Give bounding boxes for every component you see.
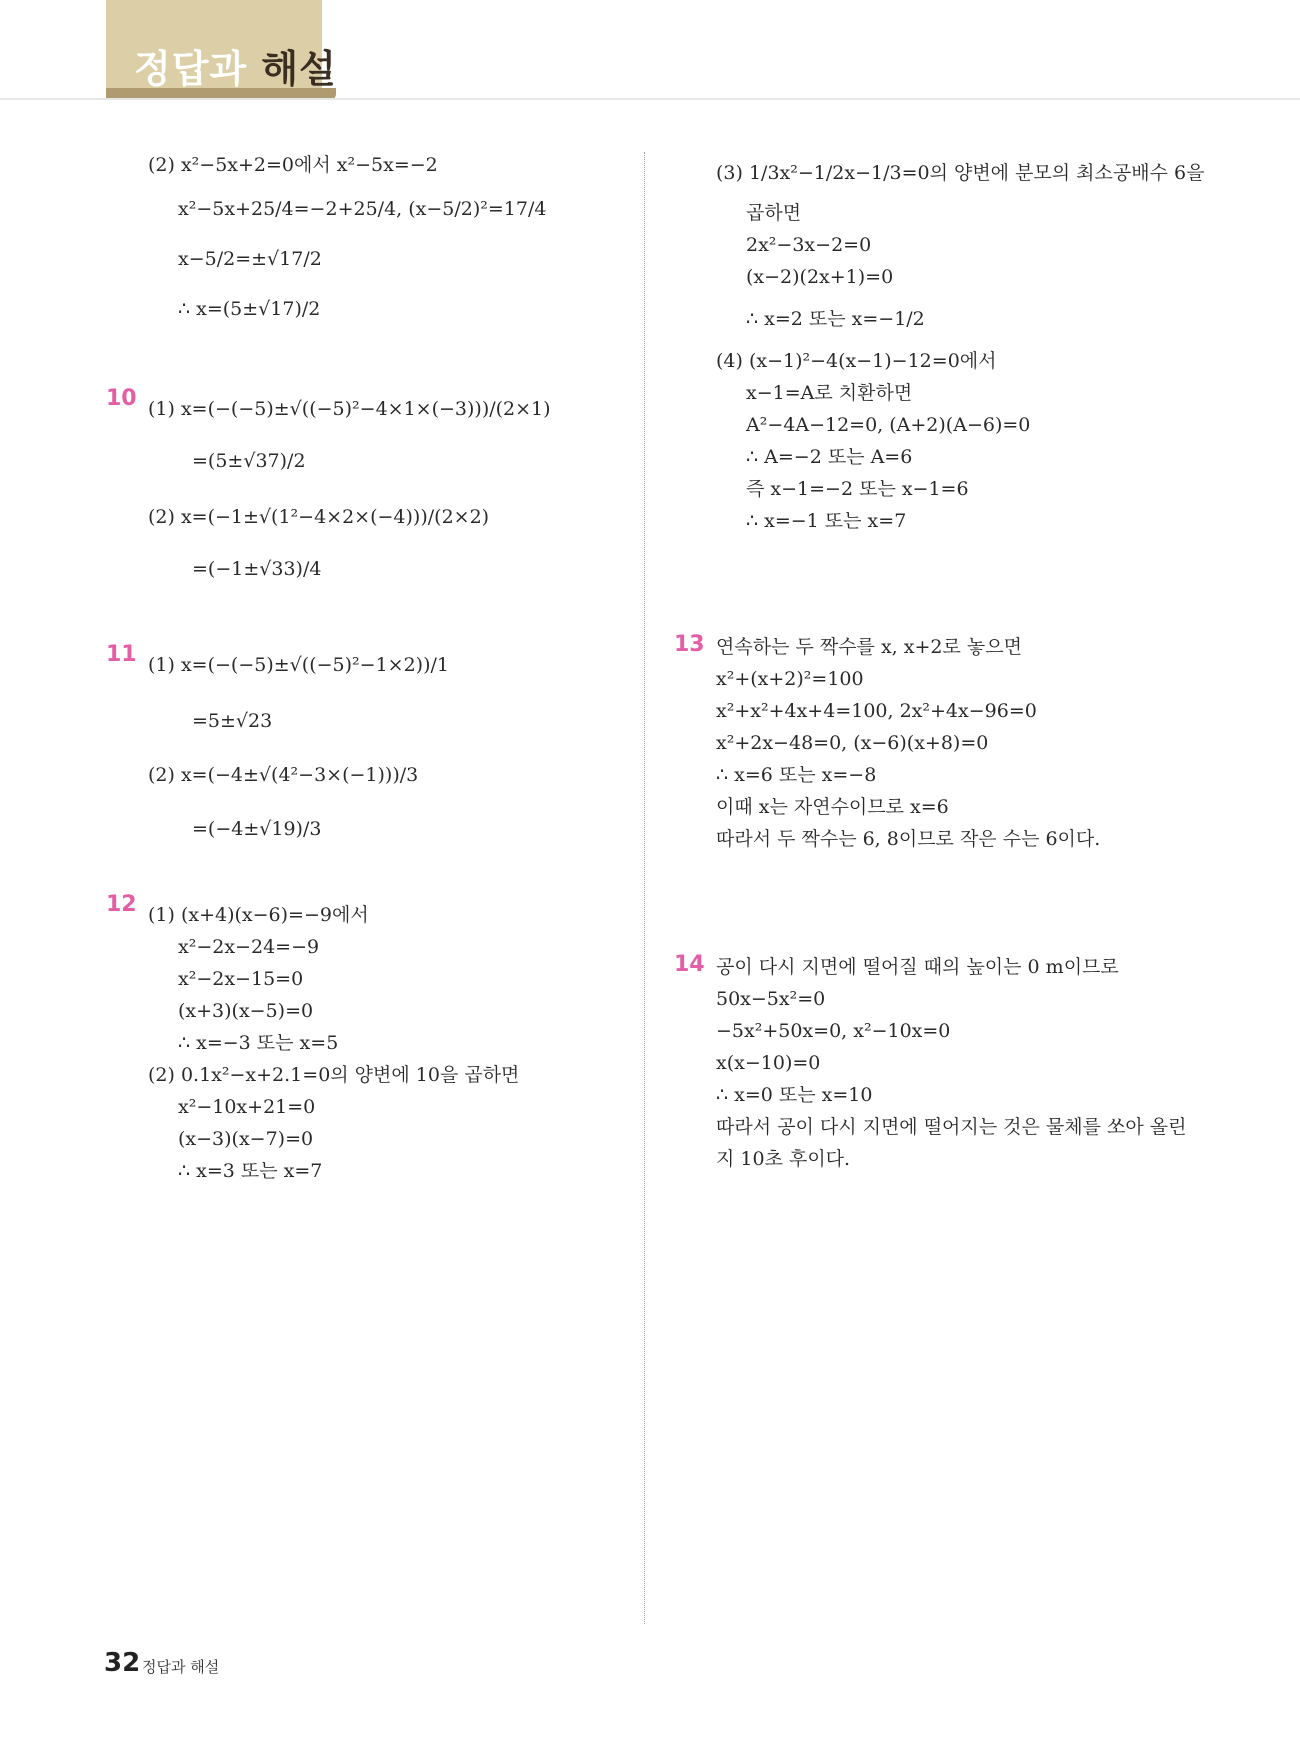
solution-line: 50x−5x²=0 xyxy=(716,988,826,1010)
solution-line: =(5±√37)/2 xyxy=(192,450,306,472)
solution-line: 따라서 두 짝수는 6, 8이므로 작은 수는 6이다. xyxy=(716,828,1101,850)
solution-line: (2) x=(−1±√(1²−4×2×(−4)))/(2×2) xyxy=(148,506,490,528)
solution-line: −5x²+50x=0, x²−10x=0 xyxy=(716,1020,951,1042)
solution-line: (x−3)(x−7)=0 xyxy=(178,1128,314,1150)
solution-line: 공이 다시 지면에 떨어질 때의 높이는 0 m이므로 xyxy=(716,956,1119,978)
solution-line: (4) (x−1)²−4(x−1)−12=0에서 xyxy=(716,350,997,372)
solution-line: x²+x²+4x+4=100, 2x²+4x−96=0 xyxy=(716,700,1037,722)
solution-line: 따라서 공이 다시 지면에 떨어지는 것은 물체를 쏘아 올린 xyxy=(716,1116,1187,1138)
problem-number: 12 xyxy=(106,892,137,917)
solution-line: (2) 0.1x²−x+2.1=0의 양변에 10을 곱하면 xyxy=(148,1064,520,1086)
solution-line: 연속하는 두 짝수를 x, x+2로 놓으면 xyxy=(716,636,1022,658)
solution-line: A²−4A−12=0, (A+2)(A−6)=0 xyxy=(746,414,1031,436)
solution-line: =(−4±√19)/3 xyxy=(192,818,322,840)
solution-line: x−5/2=±√17/2 xyxy=(178,248,322,270)
page-number: 32 xyxy=(104,1648,141,1678)
solution-line: 곱하면 xyxy=(746,202,802,224)
problem-number: 11 xyxy=(106,642,137,667)
solution-line: =5±√23 xyxy=(192,710,273,732)
solution-line: x−1=A로 치환하면 xyxy=(746,382,913,404)
problem-number: 14 xyxy=(674,952,705,977)
solution-line: x²+(x+2)²=100 xyxy=(716,668,864,690)
solution-line: (x−2)(2x+1)=0 xyxy=(746,266,894,288)
solution-line: ∴ A=−2 또는 A=6 xyxy=(746,446,913,468)
problem-number: 10 xyxy=(106,386,137,411)
solution-line: ∴ x=6 또는 x=−8 xyxy=(716,764,877,786)
solution-line: 이때 x는 자연수이므로 x=6 xyxy=(716,796,949,818)
solution-line: (1) x=(−(−5)±√((−5)²−4×1×(−3)))/(2×1) xyxy=(148,398,551,420)
solution-line: (2) x=(−4±√(4²−3×(−1)))/3 xyxy=(148,764,419,786)
header-rule xyxy=(0,98,1300,100)
solution-line: x²−2x−24=−9 xyxy=(178,936,320,958)
solution-line: ∴ x=0 또는 x=10 xyxy=(716,1084,873,1106)
solution-line: ∴ x=−1 또는 x=7 xyxy=(746,510,907,532)
solution-line: (x+3)(x−5)=0 xyxy=(178,1000,314,1022)
solution-line: ∴ x=3 또는 x=7 xyxy=(178,1160,323,1182)
solution-line: 지 10초 후이다. xyxy=(716,1148,851,1170)
solution-line: x²−2x−15=0 xyxy=(178,968,304,990)
page-title-part2: 해설 xyxy=(261,47,337,91)
page-title-part1: 정답과 xyxy=(134,47,248,91)
solution-line: (1) (x+4)(x−6)=−9에서 xyxy=(148,904,369,926)
solution-line: (1) x=(−(−5)±√((−5)²−1×2))/1 xyxy=(148,654,449,676)
solution-line: x²−5x+25/4=−2+25/4, (x−5/2)²=17/4 xyxy=(178,198,547,220)
solution-line: ∴ x=(5±√17)/2 xyxy=(178,298,321,320)
solution-line: 2x²−3x−2=0 xyxy=(746,234,872,256)
solution-line: ∴ x=2 또는 x=−1/2 xyxy=(746,308,925,330)
solution-line: x²−10x+21=0 xyxy=(178,1096,316,1118)
footer-label: 정답과 해설 xyxy=(142,1658,220,1676)
solution-line: 즉 x−1=−2 또는 x−1=6 xyxy=(746,478,969,500)
solution-line: (2) x²−5x+2=0에서 x²−5x=−2 xyxy=(148,154,438,176)
column-divider xyxy=(644,152,645,1624)
solution-line: =(−1±√33)/4 xyxy=(192,558,322,580)
solution-line: ∴ x=−3 또는 x=5 xyxy=(178,1032,339,1054)
solution-line: (3) 1/3x²−1/2x−1/3=0의 양변에 분모의 최소공배수 6을 xyxy=(716,162,1205,184)
page-title xyxy=(134,38,337,93)
problem-number: 13 xyxy=(674,632,705,657)
solution-line: x²+2x−48=0, (x−6)(x+8)=0 xyxy=(716,732,989,754)
solution-line: x(x−10)=0 xyxy=(716,1052,821,1074)
